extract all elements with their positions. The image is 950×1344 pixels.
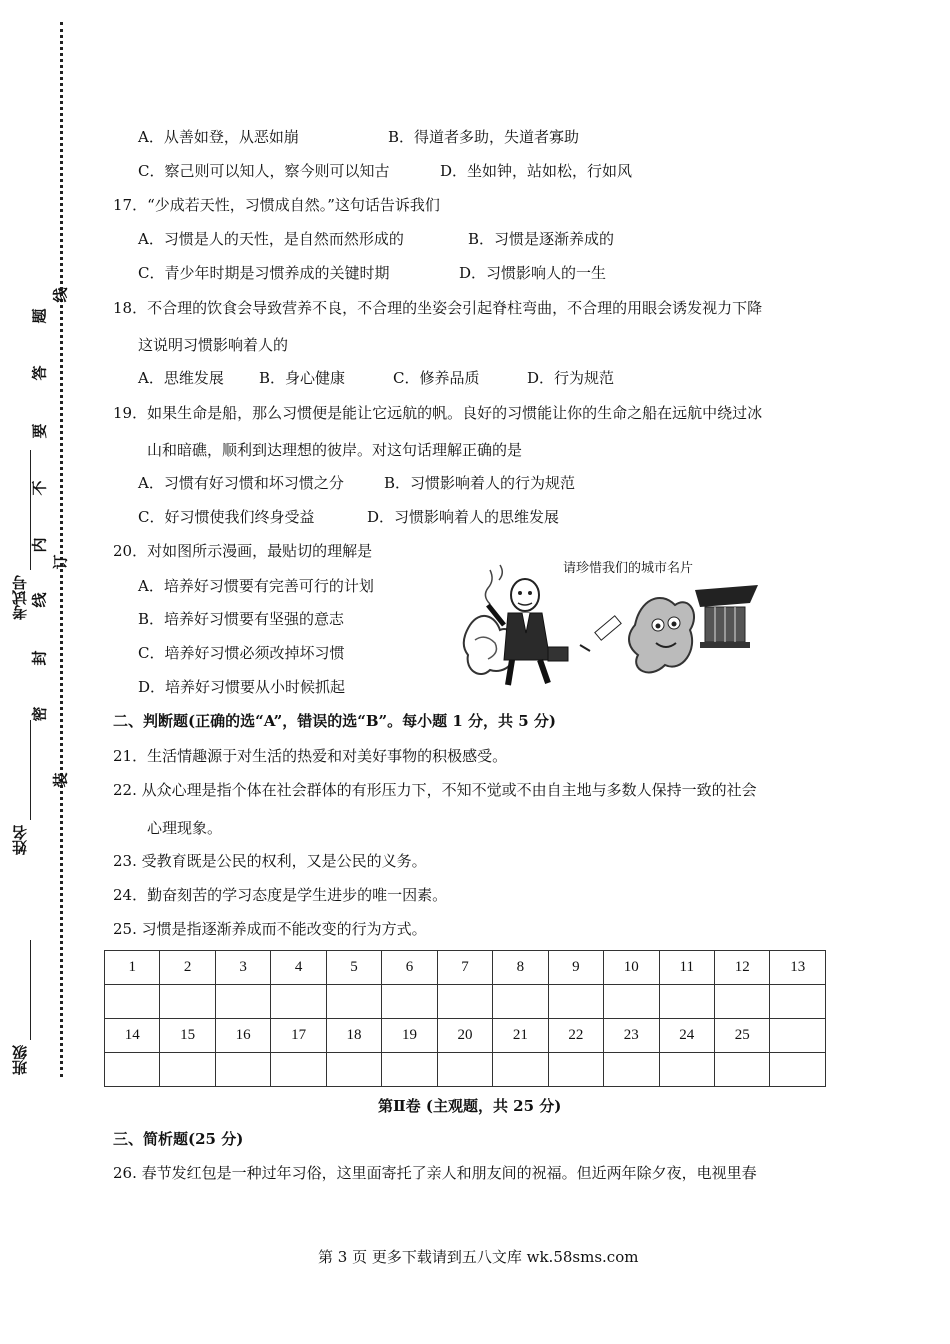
grid-cell: 16 xyxy=(215,1019,270,1053)
binding-dotted-line xyxy=(60,22,63,1077)
section3-heading: 三、简析题(25 分) xyxy=(113,1130,244,1148)
grid-cell: 3 xyxy=(215,951,270,985)
q16-option-c: C．察己则可以知人，察今则可以知古 xyxy=(138,162,390,180)
grid-cell: 5 xyxy=(326,951,381,985)
q20-option-a: A．培养好习惯要有完善可行的计划 xyxy=(138,577,374,595)
grid-cell xyxy=(770,1019,826,1053)
answer-cell[interactable] xyxy=(714,985,769,1019)
grid-cell: 2 xyxy=(160,951,215,985)
answer-cell[interactable] xyxy=(770,985,826,1019)
q17-option-c: C．青少年时期是习惯养成的关键时期 xyxy=(138,264,390,282)
grid-cell: 7 xyxy=(437,951,492,985)
q17-option-d: D．习惯影响人的一生 xyxy=(459,264,607,282)
grid-cell: 15 xyxy=(160,1019,215,1053)
answer-grid-answer-row-2[interactable] xyxy=(105,1053,826,1087)
grid-cell: 13 xyxy=(770,951,826,985)
margin-char-bu: 不 xyxy=(30,480,49,496)
grid-cell: 1 xyxy=(105,951,160,985)
q17-stem: 17．“少成若天性，习惯成自然。”这句话告诉我们 xyxy=(113,196,440,214)
margin-char-da: 答 xyxy=(30,365,49,381)
answer-cell[interactable] xyxy=(215,985,270,1019)
grid-cell: 24 xyxy=(659,1019,714,1053)
answer-cell[interactable] xyxy=(770,1053,826,1087)
grid-cell: 25 xyxy=(714,1019,769,1053)
grid-cell: 21 xyxy=(493,1019,548,1053)
grid-cell: 20 xyxy=(437,1019,492,1053)
answer-cell[interactable] xyxy=(382,1053,437,1087)
seal-char-ding: 订 xyxy=(51,554,70,570)
q19-option-c: C．好习惯使我们终身受益 xyxy=(138,508,315,526)
q22-line1: 22. 从众心理是指个体在社会群体的有形压力下，不知不觉或不由自主地与多数人保持一致的社会 xyxy=(113,781,757,799)
answer-grid-answer-row-1[interactable] xyxy=(105,985,826,1019)
section2-heading: 二、判断题(正确的选“A”，错误的选“B”。每小题 1 分，共 5 分) xyxy=(113,712,557,730)
margin-char-feng: 封 xyxy=(30,650,49,666)
margin-char-mi: 密 xyxy=(30,706,49,722)
page-footer: 第 3 页 更多下载请到五八文库 wk.58sms.com xyxy=(318,1248,639,1266)
name-label: 姓名 xyxy=(11,825,29,855)
grid-cell: 19 xyxy=(382,1019,437,1053)
answer-grid-header-row-1 xyxy=(105,951,826,985)
margin-char-yao: 要 xyxy=(30,423,49,439)
q21: 21．生活情趣源于对生活的热爱和对美好事物的积极感受。 xyxy=(113,747,508,765)
grid-cell: 18 xyxy=(326,1019,381,1053)
grid-cell: 9 xyxy=(548,951,603,985)
answer-cell[interactable] xyxy=(160,985,215,1019)
q17-option-b: B．习惯是逐渐养成的 xyxy=(468,230,615,248)
answer-cell[interactable] xyxy=(437,985,492,1019)
answer-cell[interactable] xyxy=(493,1053,548,1087)
q20-option-c: C．培养好习惯必须改掉坏习惯 xyxy=(138,644,345,662)
q18-option-a: A．思维发展 xyxy=(138,369,224,387)
q16-option-d: D．坐如钟，站如松，行如风 xyxy=(440,162,633,180)
answer-cell[interactable] xyxy=(326,985,381,1019)
answer-cell[interactable] xyxy=(493,985,548,1019)
q25: 25. 习惯是指逐渐养成而不能改变的行为方式。 xyxy=(113,920,427,938)
answer-cell[interactable] xyxy=(160,1053,215,1087)
q24: 24．勤奋刻苦的学习态度是学生进步的唯一因素。 xyxy=(113,886,448,904)
exam-number-label: 考试号 xyxy=(11,575,29,620)
q19-stem-line2: 山和暗礁，顺利到达理想的彼岸。对这句话理解正确的是 xyxy=(147,441,523,459)
answer-cell[interactable] xyxy=(714,1053,769,1087)
q18-option-d: D．行为规范 xyxy=(527,369,615,387)
answer-cell[interactable] xyxy=(326,1053,381,1087)
grid-cell: 10 xyxy=(604,951,659,985)
q23: 23. 受教育既是公民的权利，又是公民的义务。 xyxy=(113,852,427,870)
part2-title: 第Ⅱ卷 (主观题，共 25 分) xyxy=(378,1097,562,1115)
grid-cell: 4 xyxy=(271,951,326,985)
q16-option-b: B．得道者多助，失道者寡助 xyxy=(388,128,580,146)
grid-cell: 22 xyxy=(548,1019,603,1053)
answer-grid xyxy=(104,950,826,1087)
q26-stem: 26. 春节发红包是一种过年习俗，这里面寄托了亲人和朋友间的祝福。但近两年除夕夜，电视里春 xyxy=(113,1164,757,1182)
grid-cell: 12 xyxy=(714,951,769,985)
grid-cell: 8 xyxy=(493,951,548,985)
seal-char-zhuang: 装 xyxy=(51,772,70,788)
name-underline xyxy=(30,720,31,820)
cartoon-caption: 请珍惜我们的城市名片 xyxy=(563,561,694,576)
class-underline xyxy=(30,940,31,1040)
grid-cell: 17 xyxy=(271,1019,326,1053)
answer-cell[interactable] xyxy=(271,985,326,1019)
answer-cell[interactable] xyxy=(437,1053,492,1087)
answer-cell[interactable] xyxy=(105,1053,160,1087)
q22-line2: 心理现象。 xyxy=(147,819,223,837)
q18-stem-line2: 这说明习惯影响着人的 xyxy=(138,336,289,354)
margin-char-ti: 题 xyxy=(30,308,49,324)
q19-option-d: D．习惯影响着人的思维发展 xyxy=(367,508,560,526)
answer-cell[interactable] xyxy=(548,1053,603,1087)
answer-cell[interactable] xyxy=(659,985,714,1019)
class-label: 班级 xyxy=(11,1045,29,1075)
q20-option-d: D．培养好习惯要从小时候抓起 xyxy=(138,678,346,696)
q19-option-b: B．习惯影响着人的行为规范 xyxy=(384,474,576,492)
cartoon-drawing xyxy=(460,555,760,690)
margin-char-nei: 内 xyxy=(30,537,49,553)
answer-cell[interactable] xyxy=(382,985,437,1019)
grid-cell: 6 xyxy=(382,951,437,985)
grid-cell: 11 xyxy=(659,951,714,985)
q20-stem: 20．对如图所示漫画，最贴切的理解是 xyxy=(113,542,373,560)
answer-grid-header-row-2 xyxy=(105,1019,826,1053)
margin-char-xian: 线 xyxy=(30,592,49,608)
q18-option-b: B．身心健康 xyxy=(259,369,346,387)
q19-option-a: A．习惯有好习惯和坏习惯之分 xyxy=(138,474,344,492)
answer-cell[interactable] xyxy=(271,1053,326,1087)
grid-cell: 23 xyxy=(604,1019,659,1053)
answer-cell[interactable] xyxy=(215,1053,270,1087)
q16-option-a: A．从善如登，从恶如崩 xyxy=(138,128,299,146)
q17-option-a: A．习惯是人的天性，是自然而然形成的 xyxy=(138,230,404,248)
q19-stem-line1: 19．如果生命是船，那么习惯便是能让它远航的帆。良好的习惯能让你的生命之船在远航中绕过冰 xyxy=(113,404,763,422)
q18-option-c: C．修养品质 xyxy=(393,369,480,387)
seal-char-xian-top: 线 xyxy=(51,287,70,303)
answer-cell[interactable] xyxy=(105,985,160,1019)
answer-cell[interactable] xyxy=(604,1053,659,1087)
q18-stem-line1: 18．不合理的饮食会导致营养不良，不合理的坐姿会引起脊柱弯曲，不合理的用眼会诱发视力下降 xyxy=(113,299,763,317)
answer-cell[interactable] xyxy=(604,985,659,1019)
answer-cell[interactable] xyxy=(548,985,603,1019)
cartoon-illustration xyxy=(460,555,760,690)
answer-cell[interactable] xyxy=(659,1053,714,1087)
q20-option-b: B．培养好习惯要有坚强的意志 xyxy=(138,610,345,628)
grid-cell: 14 xyxy=(105,1019,160,1053)
